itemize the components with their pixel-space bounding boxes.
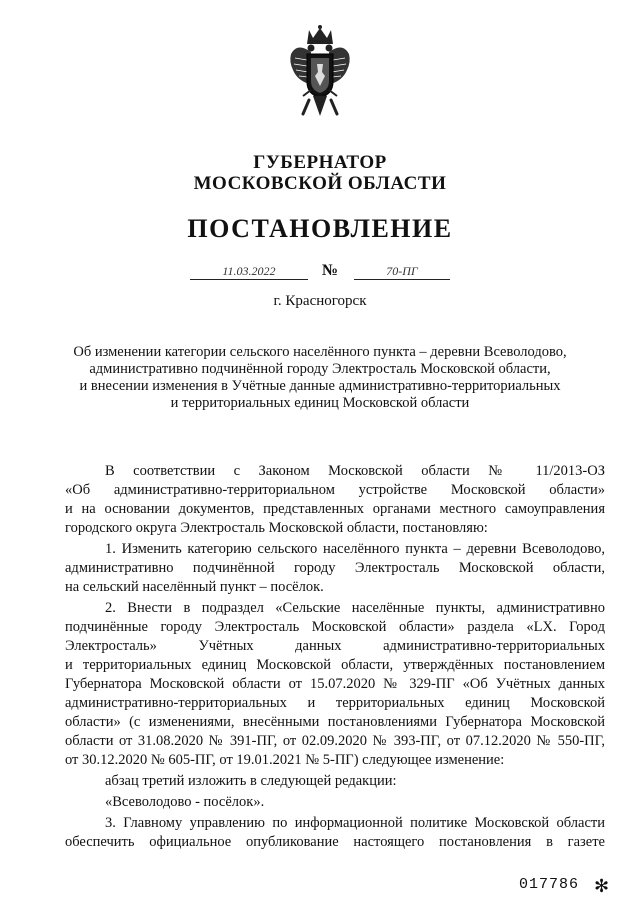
title-line: и территориальных единиц Московской области [170, 395, 470, 411]
body-line: области» (с изменениями, внесёнными постановлениями Губернатора Московской [65, 714, 605, 730]
body-line: и на основании документов, представленных органами местного самоуправления [65, 501, 605, 517]
decree-body [65, 462, 605, 852]
decree-title [60, 344, 580, 412]
decree-number: 70-ПГ [354, 263, 450, 280]
body-line: и территориальных единиц Московской области, утверждённых постановлением [65, 657, 605, 673]
item-2-subparagraph-b: «Всеволодово - посёлок». [105, 794, 265, 810]
body-line: обеспечить официальное опубликование настоящего постановления в газете [65, 834, 605, 850]
body-line: 1. Изменить категорию сельского населённого пункта – деревни Всеволодово, [105, 541, 605, 557]
title-line: административно подчинённой городу Электросталь Московской области, [89, 361, 551, 377]
body-line: Электросталь» Учётных данных административно-территориальных [65, 638, 605, 654]
date-number-line [0, 262, 640, 284]
form-serial-number: 017786 [519, 876, 580, 893]
item-2-paragraph [65, 599, 605, 770]
issuer-line-1: ГУБЕРНАТОР [253, 152, 387, 173]
body-line: административно подчинённой городу Электросталь Московской области, [65, 560, 605, 576]
title-line: Об изменении категории сельского населённого пункта – деревни Всеволодово, [73, 344, 567, 360]
body-line: 3. Главному управлению по информационной политике Московской области [105, 815, 605, 831]
body-line: В соответствии с Законом Московской области № 11/2013-ОЗ [105, 463, 605, 479]
title-line: и внесении изменения в Учётные данные административно-территориальных [79, 378, 561, 394]
body-line: подчинённые городу Электросталь Московской области» раздела «LX. Город [65, 619, 605, 635]
item-2-subparagraph-a: абзац третий изложить в следующей редакции: [105, 773, 397, 789]
body-line: административно-территориальных и территориальных единиц Московской [65, 695, 605, 711]
body-line: городского округа Электросталь Московской области, постановляю: [65, 520, 488, 536]
city-line: г. Красногорск [273, 293, 367, 309]
decree-date: 11.03.2022 [190, 263, 308, 280]
body-line: на сельский населённый пункт – посёлок. [65, 579, 324, 595]
body-line: области от 31.08.2020 № 391-ПГ, от 02.09.2020 № 393-ПГ, от 07.12.2020 № 550-ПГ, [65, 733, 605, 749]
body-line: «Об административно-территориальном устройстве Московской области» [65, 482, 605, 498]
asterisk-mark-icon: ✻ [594, 876, 610, 897]
document-type: ПОСТАНОВЛЕНИЕ [187, 214, 453, 243]
item-1-paragraph [65, 540, 605, 597]
number-sign: № [321, 262, 339, 279]
body-line: от 30.12.2020 № 605-ПГ, от 19.01.2021 № 5-ПГ) следующее изменение: [65, 752, 505, 768]
body-line: Губернатора Московской области от 15.07.2020 № 329-ПГ «Об Учётных данных [65, 676, 605, 692]
item-3-paragraph [65, 814, 605, 852]
coat-of-arms-emblem [287, 24, 353, 130]
intro-paragraph [65, 462, 605, 538]
issuer-line-2: МОСКОВСКОЙ ОБЛАСТИ [193, 173, 447, 194]
body-line: 2. Внести в подраздел «Сельские населённые пункты, административно [105, 600, 605, 616]
